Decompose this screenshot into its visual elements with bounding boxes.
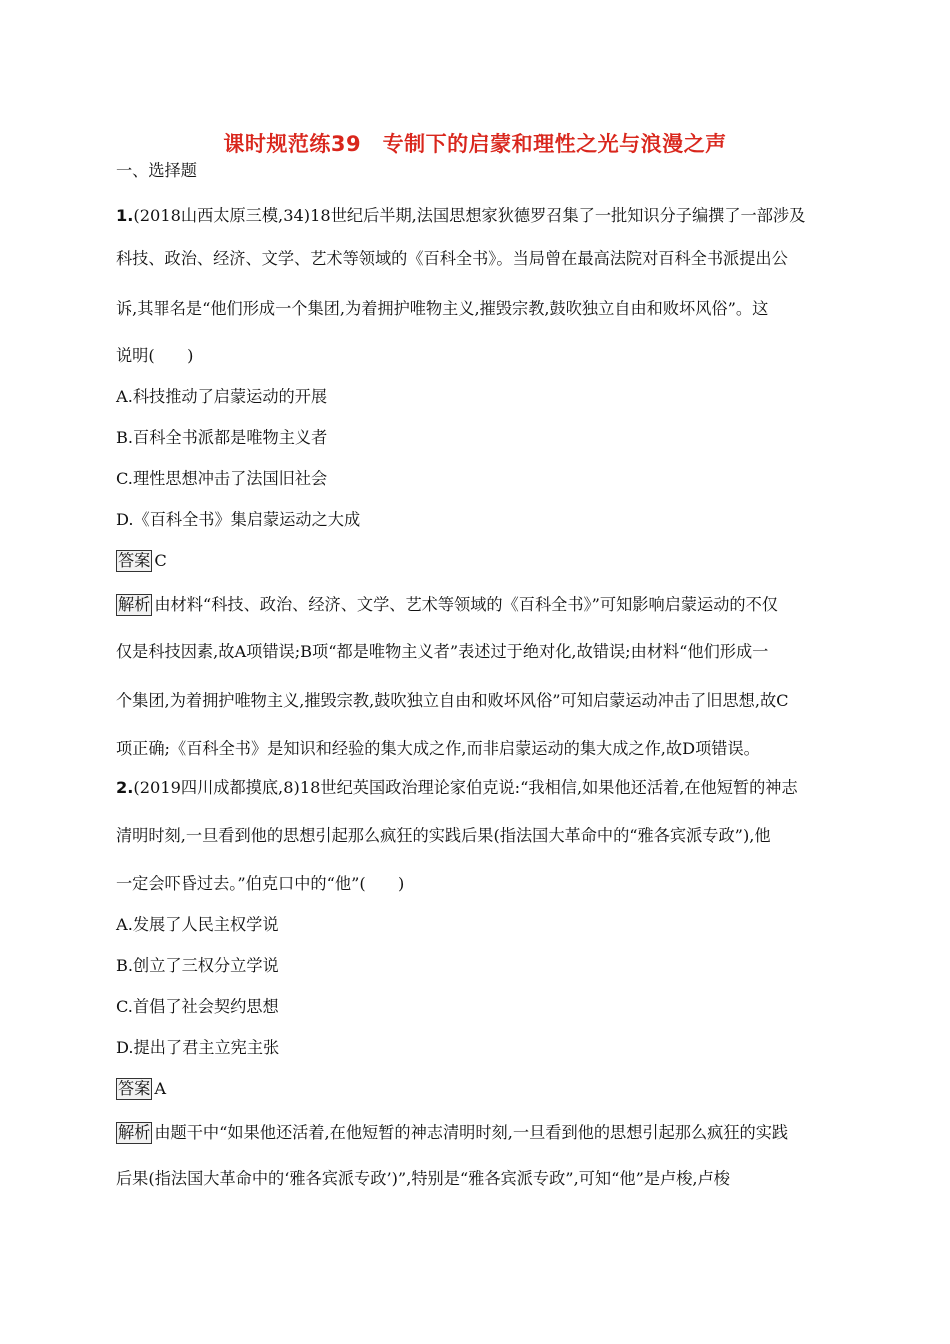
question-2-option-b: B.创立了三权分立学说 — [116, 956, 279, 975]
question-2-option-a: A.发展了人民主权学说 — [116, 915, 279, 934]
question-1-number: 1. — [116, 206, 134, 225]
page-title: 课时规范练39 专制下的启蒙和理性之光与浪漫之声 — [223, 132, 727, 156]
question-2-analysis-line-1: 解析 由题干中“如果他还活着,在他短暂的神志清明时刻,一旦看到他的思想引起那么疯狂的实践 — [118, 1123, 789, 1142]
question-1-analysis-line-3: 个集团,为着拥护唯物主义,摧毁宗教,鼓吹独立自由和败坏风俗”可知启蒙运动冲击了旧思想,故C — [116, 691, 789, 710]
question-2-option-d: D.提出了君主立宪主张 — [116, 1038, 280, 1057]
analysis-label: 解析 — [118, 595, 151, 614]
question-1-option-b: B.百科全书派都是唯物主义者 — [116, 428, 328, 447]
question-1-answer — [116, 550, 167, 572]
question-1-option-c: C.理性思想冲击了法国旧社会 — [116, 469, 328, 488]
question-2-option-c: C.首倡了社会契约思想 — [116, 997, 279, 1016]
question-1-analysis-line-2: 仅是科技因素,故A项错误;B项“都是唯物主义者”表述过于绝对化,故错误;由材料“他们形成一 — [116, 642, 769, 661]
answer-label: 答案 — [118, 551, 151, 570]
question-2-analysis-line-2: 后果(指法国大革命中的‘雅各宾派专政’)”,特别是“雅各宾派专政”,可知“他”是卢梭,卢梭 — [116, 1169, 730, 1188]
question-1-option-a: A.科技推动了启蒙运动的开展 — [116, 387, 328, 406]
answer-label: 答案 — [118, 1079, 151, 1098]
question-1-line-2: 科技、政治、经济、文学、艺术等领域的《百科全书》。当局曾在最高法院对百科全书派提出公 — [116, 249, 788, 268]
question-1-line-4: 说明( ) — [116, 346, 194, 365]
analysis-label: 解析 — [118, 1123, 151, 1142]
question-1-option-d: D.《百科全书》集启蒙运动之大成 — [116, 510, 361, 529]
answer-value: C — [154, 551, 167, 570]
answer-value: A — [154, 1079, 167, 1098]
question-2-answer — [116, 1078, 166, 1100]
question-1-analysis-line-1: 解析 由材料“科技、政治、经济、文学、艺术等领域的《百科全书》”可知影响启蒙运动的不仅 — [118, 595, 778, 614]
question-1-line-3: 诉,其罪名是“他们形成一个集团,为着拥护唯物主义,摧毁宗教,鼓吹独立自由和败坏风俗”。这 — [116, 299, 769, 318]
question-2-line-2: 清明时刻,一旦看到他的思想引起那么疯狂的实践后果(指法国大革命中的“雅各宾派专政”),他 — [116, 826, 771, 845]
question-2-line-1: 2.(2019四川成都摸底,8)18世纪英国政治理论家伯克说:“我相信,如果他还活着,在他短暂的神志 — [116, 778, 798, 797]
question-1-line-1: 1.(2018山西太原三模,34)18世纪后半期,法国思想家狄德罗召集了一批知识分子编撰了一部涉及 — [116, 206, 806, 225]
question-1-analysis-line-4: 项正确;《百科全书》是知识和经验的集大成之作,而非启蒙运动的集大成之作,故D项错误。 — [116, 739, 760, 758]
question-2-number: 2. — [116, 778, 134, 797]
section-heading: 一、选择题 — [116, 161, 197, 180]
question-2-line-3: 一定会吓昏过去。”伯克口中的“他”( ) — [116, 874, 405, 893]
